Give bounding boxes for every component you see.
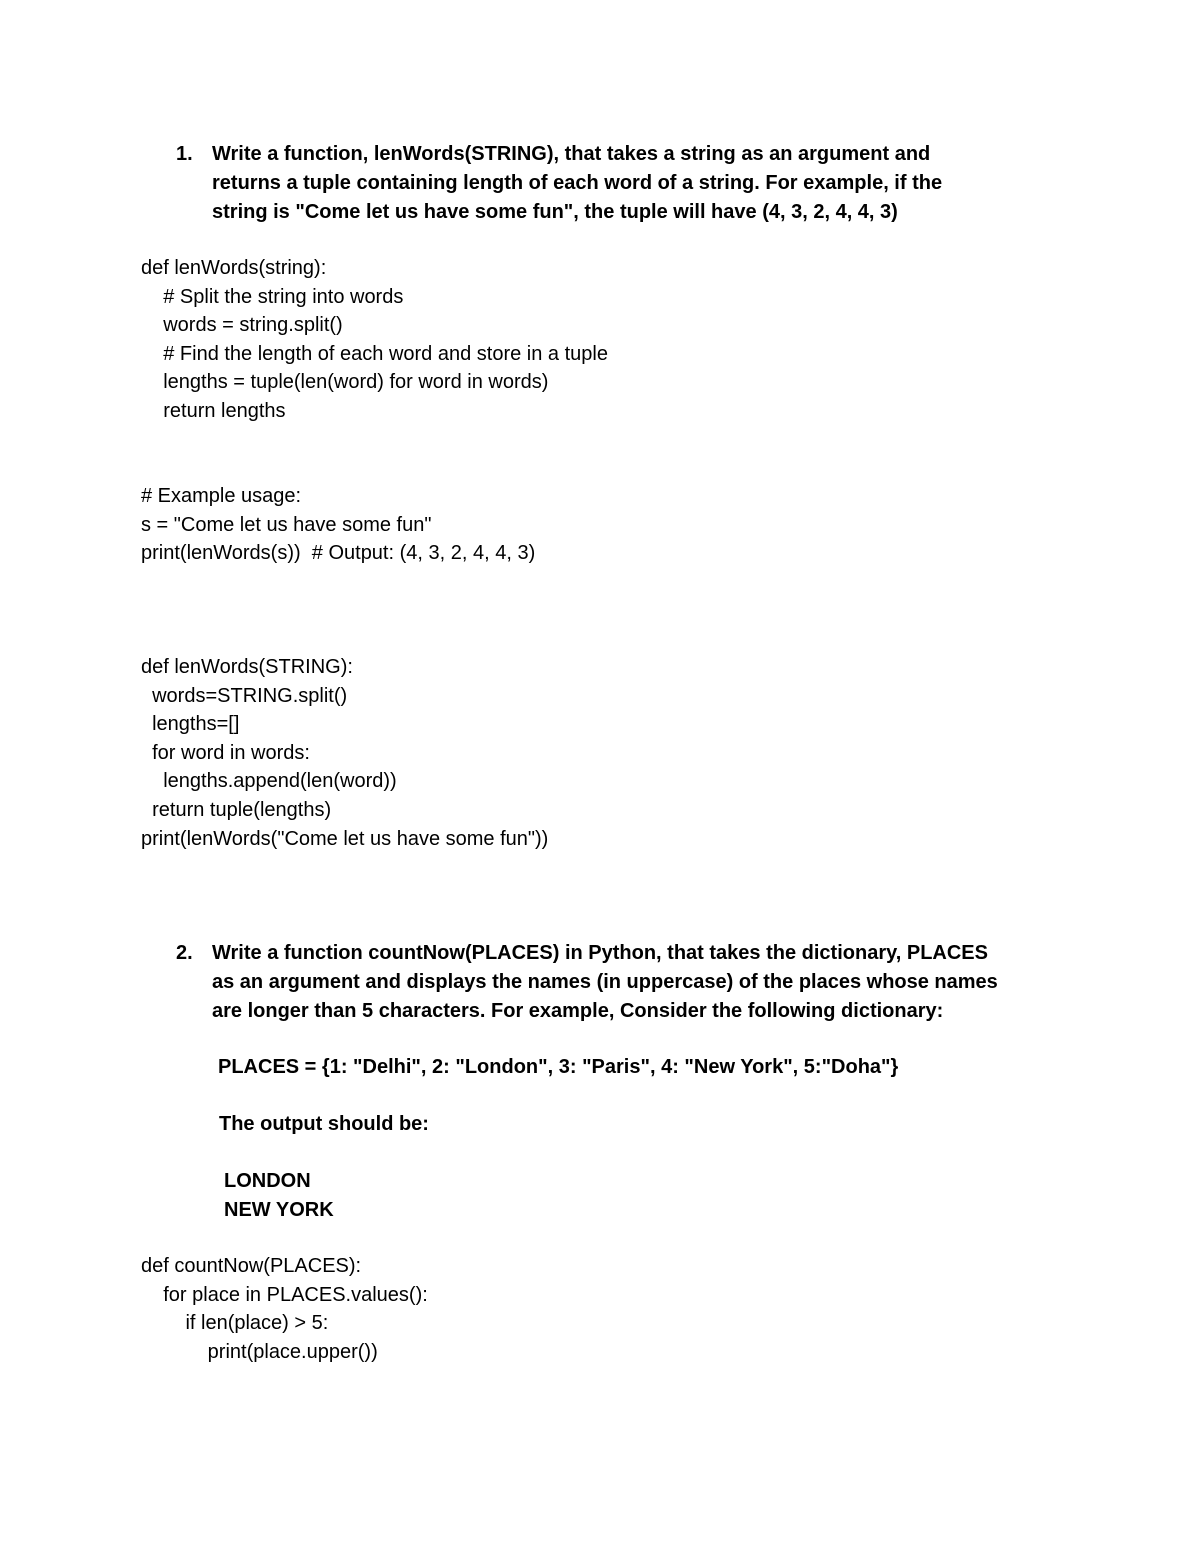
code-line: lengths=[] — [141, 713, 240, 736]
question-1-line: Write a function, lenWords(STRING), that takes a string as an argument and — [212, 143, 931, 165]
code-line: if len(place) > 5: — [141, 1312, 329, 1335]
code-line: words = string.split() — [141, 314, 343, 337]
code-block-1 — [141, 254, 608, 426]
code-line: # Example usage: — [141, 485, 302, 507]
output-value: NEW YORK — [224, 1198, 334, 1221]
question-1-line: returns a tuple containing length of each word of a string. For example, if the — [212, 172, 943, 194]
code-line: print(place.upper()) — [141, 1340, 378, 1363]
question-1-line: string is "Come let us have some fun", the tuple will have (4, 3, 2, 4, 4, 3) — [212, 201, 898, 223]
question-2-line: Write a function countNow(PLACES) in Python, that takes the dictionary, PLACES — [212, 942, 988, 964]
code-line: def lenWords(string): — [141, 257, 327, 279]
code-line: return tuple(lengths) — [141, 798, 332, 821]
code-block-3 — [141, 653, 548, 853]
dictionary-line: PLACES = {1: "Delhi", 2: "London", 3: "Paris", 4: "New York", 5:"Doha"} — [218, 1056, 899, 1078]
code-line: print(lenWords(s)) # Output: (4, 3, 2, 4, 4, 3) — [141, 542, 536, 565]
question-2-line: are longer than 5 characters. For example, Consider the following dictionary: — [212, 1000, 944, 1022]
output-value: LONDON — [224, 1170, 311, 1192]
code-line: # Find the length of each word and store in a tuple — [141, 342, 608, 365]
code-line: return lengths — [141, 399, 286, 422]
code-line: s = "Come let us have some fun" — [141, 513, 432, 536]
output-label-text: The output should be: — [219, 1113, 429, 1135]
question-2-line: as an argument and displays the names (in uppercase) of the places whose names — [212, 971, 998, 993]
code-line: def lenWords(STRING): — [141, 656, 353, 678]
output-label — [219, 1110, 429, 1139]
code-line: for place in PLACES.values(): — [141, 1283, 428, 1306]
question-1-number: 1. — [176, 143, 193, 165]
question-2-number: 2. — [176, 942, 193, 964]
code-line: # Split the string into words — [141, 285, 404, 308]
output-values — [224, 1167, 334, 1224]
code-line: print(lenWords("Come let us have some fun")) — [141, 827, 549, 850]
code-line: lengths = tuple(len(word) for word in words) — [141, 371, 549, 394]
dictionary-example — [218, 1053, 898, 1082]
code-line: words=STRING.split() — [141, 684, 348, 707]
code-line: def countNow(PLACES): — [141, 1255, 362, 1277]
code-line: for word in words: — [141, 741, 310, 764]
code-block-2 — [141, 482, 535, 568]
code-line: lengths.append(len(word)) — [141, 770, 397, 793]
code-block-4 — [141, 1252, 428, 1366]
question-1 — [176, 140, 1076, 227]
question-2 — [176, 939, 1076, 1026]
